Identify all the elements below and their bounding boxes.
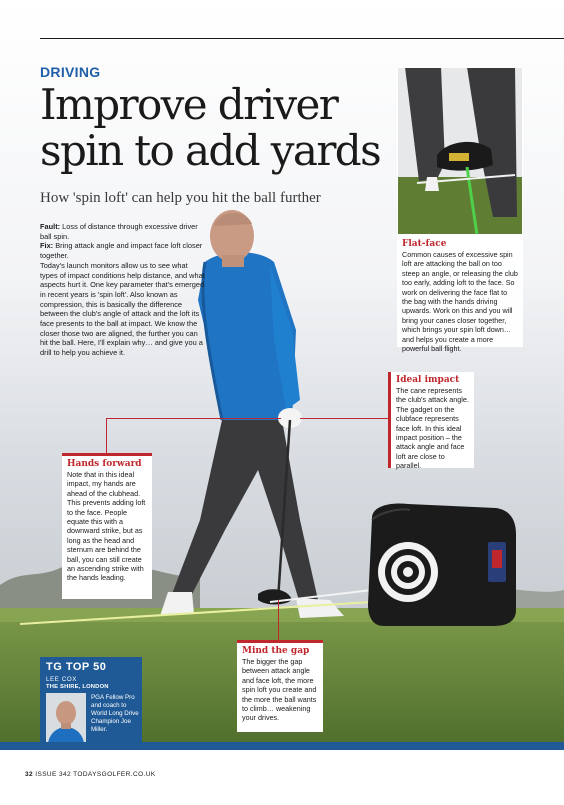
pointer-ideal-impact <box>300 418 388 419</box>
headline-line-2: spin to add yards <box>40 126 381 175</box>
fix-text: Bring attack angle and impact face loft closer together. <box>40 241 203 261</box>
page-number: 32 <box>25 771 34 778</box>
standfirst: How 'spin loft' can help you hit the ball further <box>40 190 321 206</box>
fault-paragraph <box>40 222 205 241</box>
tg-top-50-title: TG TOP 50 <box>46 661 107 673</box>
intro-body: Today's launch monitors allow us to see what types of impact conditions help distance, and what aspects hurt it. One key parameter that's emerged in recent years is 'spin loft'. Also known as compression, this is basically the difference between the club's angle of attack and the loft its face presents to the ball at impact. We know the closer those two are aligned, the further you can hit the ball. Here, I'll explain why… and give you a drill to help you achieve it. <box>40 260 205 358</box>
coach-bio: PGA Fellow Pro and coach to World Long Drive Champion Joe Miller. <box>91 694 139 733</box>
top-rule <box>40 38 564 39</box>
callout-mind-the-gap-body: The bigger the gap between attack angle and face loft, the more spin loft you create and the more the ball wants to climb… weakening your drives. <box>242 657 317 723</box>
callout-ideal-impact-body: The cane represents the club's attack angle. The gadget on the clubface represents face loft. In this ideal impact position – the attack angle and face loft are close to parallel. <box>396 386 469 471</box>
callout-flat-face <box>397 235 523 354</box>
site-url: TODAYSGOLFER.CO.UK <box>73 771 156 778</box>
headline-line-1: Improve driver <box>40 80 338 129</box>
intro-copy <box>40 222 205 358</box>
callout-hands-forward-body: Note that in this ideal impact, my hands are ahead of the clubhead. This prevents adding loft to the face. People equate this with a downward strike, but as long as the head and sternum are behind the ball, you can still create an ascending strike with the hands leading. <box>67 470 146 583</box>
fix-paragraph <box>40 241 205 260</box>
issue-number: ISSUE 342 <box>35 771 72 778</box>
callout-mind-the-gap-title: Mind the gap <box>242 646 310 656</box>
inset-photo-border <box>397 67 523 235</box>
pointer-mind-gap <box>278 600 279 640</box>
fault-label: Fault: <box>40 222 61 231</box>
coach-location: THE SHIRE, LONDON <box>46 684 109 690</box>
callout-ideal-impact <box>388 372 474 471</box>
coach-name: LEE COX <box>46 676 78 683</box>
fix-label: Fix: <box>40 241 54 251</box>
footer-bar <box>0 742 564 750</box>
fault-text: Loss of distance through excessive driver ball spin. <box>40 222 198 241</box>
callout-flat-face-body: Common causes of excessive spin loft are attacking the ball on too steep an angle, or releasing the club too early, adding loft to the face. So work on delivering the face flat to the bag with the hands driving upwards. Work on this and you will bring your canes closer together, which brings your spin loft down… and helps you create a more powerful ball flight. <box>402 250 518 354</box>
folio <box>25 771 156 778</box>
callout-flat-face-title: Flat-face <box>402 239 447 249</box>
tg-top-50-box <box>40 657 142 747</box>
callout-hands-forward <box>62 453 152 599</box>
headline <box>40 82 400 174</box>
pointer-hands-forward-h <box>106 418 281 419</box>
callout-ideal-impact-title: Ideal impact <box>396 375 460 385</box>
pointer-hands-forward <box>106 418 107 454</box>
callout-hands-forward-title: Hands forward <box>67 459 142 469</box>
callout-mind-the-gap <box>237 640 323 732</box>
section-label: DRIVING <box>40 64 101 80</box>
coach-portrait <box>46 693 86 743</box>
